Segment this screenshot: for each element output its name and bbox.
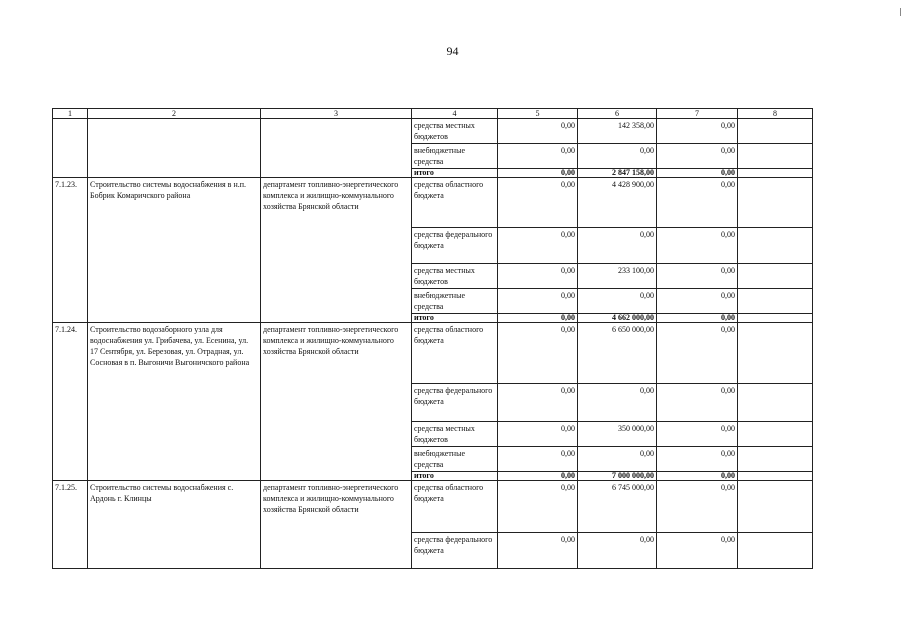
value-col-5: 0,00 xyxy=(498,144,578,169)
table-header-row xyxy=(53,109,813,119)
value-col-8 xyxy=(738,289,813,314)
value-col-6: 6 650 000,00 xyxy=(578,323,657,384)
value-col-8 xyxy=(738,447,813,472)
header-col-4: 4 xyxy=(412,109,498,119)
value-col-6: 142 358,00 xyxy=(578,119,657,144)
item-number: 7.1.24. xyxy=(53,323,88,481)
value-col-6: 233 100,00 xyxy=(578,264,657,289)
value-col-5: 0,00 xyxy=(498,472,578,481)
value-col-8 xyxy=(738,119,813,144)
value-col-7: 0,00 xyxy=(657,323,738,384)
source-label: итого xyxy=(412,472,498,481)
source-label: средства областного бюджета xyxy=(412,481,498,533)
table-row xyxy=(53,119,813,144)
value-col-8 xyxy=(738,422,813,447)
value-col-6: 2 847 158,00 xyxy=(578,169,657,178)
value-col-7: 0,00 xyxy=(657,119,738,144)
header-col-8: 8 xyxy=(738,109,813,119)
item-number: 7.1.25. xyxy=(53,481,88,569)
value-col-7: 0,00 xyxy=(657,384,738,422)
value-col-7: 0,00 xyxy=(657,264,738,289)
scan-artifact xyxy=(900,8,901,16)
value-col-7: 0,00 xyxy=(657,472,738,481)
item-name: Строительство системы водоснабжения с. Ардонь г. Клинцы xyxy=(88,481,261,569)
value-col-7: 0,00 xyxy=(657,169,738,178)
value-col-5: 0,00 xyxy=(498,119,578,144)
source-label: средства местных бюджетов xyxy=(412,119,498,144)
value-col-8 xyxy=(738,169,813,178)
budget-table xyxy=(52,108,813,569)
value-col-5: 0,00 xyxy=(498,314,578,323)
source-label: средства местных бюджетов xyxy=(412,264,498,289)
value-col-5: 0,00 xyxy=(498,422,578,447)
table-row xyxy=(53,178,813,228)
header-col-5: 5 xyxy=(498,109,578,119)
header-col-6: 6 xyxy=(578,109,657,119)
page-number: 94 xyxy=(446,44,459,58)
value-col-7: 0,00 xyxy=(657,289,738,314)
value-col-7: 0,00 xyxy=(657,422,738,447)
source-label: внебюджетные средства xyxy=(412,289,498,314)
value-col-6: 0,00 xyxy=(578,228,657,264)
value-col-5: 0,00 xyxy=(498,481,578,533)
value-col-7: 0,00 xyxy=(657,533,738,569)
value-col-5: 0,00 xyxy=(498,289,578,314)
value-col-5: 0,00 xyxy=(498,384,578,422)
value-col-6: 7 000 000,00 xyxy=(578,472,657,481)
value-col-5: 0,00 xyxy=(498,178,578,228)
item-executor: департамент топливно-энергетического комплекса и жилищно-коммунального хозяйства Брянской области xyxy=(261,323,412,481)
value-col-8 xyxy=(738,228,813,264)
value-col-8 xyxy=(738,481,813,533)
value-col-7: 0,00 xyxy=(657,178,738,228)
source-label: итого xyxy=(412,169,498,178)
cell-number-empty xyxy=(53,119,88,178)
table-row xyxy=(53,323,813,384)
cell-name-empty xyxy=(88,119,261,178)
source-label: средства областного бюджета xyxy=(412,178,498,228)
value-col-6: 4 662 000,00 xyxy=(578,314,657,323)
value-col-7: 0,00 xyxy=(657,314,738,323)
item-executor: департамент топливно-энергетического комплекса и жилищно-коммунального хозяйства Брянской области xyxy=(261,178,412,323)
value-col-8 xyxy=(738,178,813,228)
source-label: средства местных бюджетов xyxy=(412,422,498,447)
value-col-6: 0,00 xyxy=(578,289,657,314)
source-label: итого xyxy=(412,314,498,323)
cell-executor-empty xyxy=(261,119,412,178)
table-row xyxy=(53,481,813,533)
value-col-6: 0,00 xyxy=(578,384,657,422)
header-col-1: 1 xyxy=(53,109,88,119)
value-col-7: 0,00 xyxy=(657,144,738,169)
item-name: Строительство системы водоснабжения в н.п. Бобрик Комаричского района xyxy=(88,178,261,323)
value-col-5: 0,00 xyxy=(498,533,578,569)
source-label: внебюджетные средства xyxy=(412,144,498,169)
value-col-5: 0,00 xyxy=(498,169,578,178)
value-col-8 xyxy=(738,533,813,569)
header-col-3: 3 xyxy=(261,109,412,119)
value-col-7: 0,00 xyxy=(657,447,738,472)
value-col-8 xyxy=(738,323,813,384)
value-col-5: 0,00 xyxy=(498,447,578,472)
value-col-6: 0,00 xyxy=(578,144,657,169)
item-number: 7.1.23. xyxy=(53,178,88,323)
item-executor: департамент топливно-энергетического комплекса и жилищно-коммунального хозяйства Брянской области xyxy=(261,481,412,569)
source-label: средства федерального бюджета xyxy=(412,384,498,422)
value-col-8 xyxy=(738,472,813,481)
value-col-6: 6 745 000,00 xyxy=(578,481,657,533)
value-col-5: 0,00 xyxy=(498,264,578,289)
value-col-6: 350 000,00 xyxy=(578,422,657,447)
source-label: средства федерального бюджета xyxy=(412,228,498,264)
item-name: Строительство водозаборного узла для водоснабжения ул. Грибачева, ул. Есенина, ул. 17 Сентября, ул. Березовая, ул. Отрадная, ул. Сосновая в п. Выгоничи Выгоничского района xyxy=(88,323,261,481)
value-col-8 xyxy=(738,384,813,422)
value-col-5: 0,00 xyxy=(498,323,578,384)
value-col-8 xyxy=(738,314,813,323)
value-col-6: 0,00 xyxy=(578,533,657,569)
header-col-7: 7 xyxy=(657,109,738,119)
value-col-6: 0,00 xyxy=(578,447,657,472)
value-col-7: 0,00 xyxy=(657,228,738,264)
value-col-8 xyxy=(738,264,813,289)
source-label: средства областного бюджета xyxy=(412,323,498,384)
source-label: средства федерального бюджета xyxy=(412,533,498,569)
value-col-6: 4 428 900,00 xyxy=(578,178,657,228)
value-col-8 xyxy=(738,144,813,169)
value-col-5: 0,00 xyxy=(498,228,578,264)
header-col-2: 2 xyxy=(88,109,261,119)
value-col-7: 0,00 xyxy=(657,481,738,533)
source-label: внебюджетные средства xyxy=(412,447,498,472)
